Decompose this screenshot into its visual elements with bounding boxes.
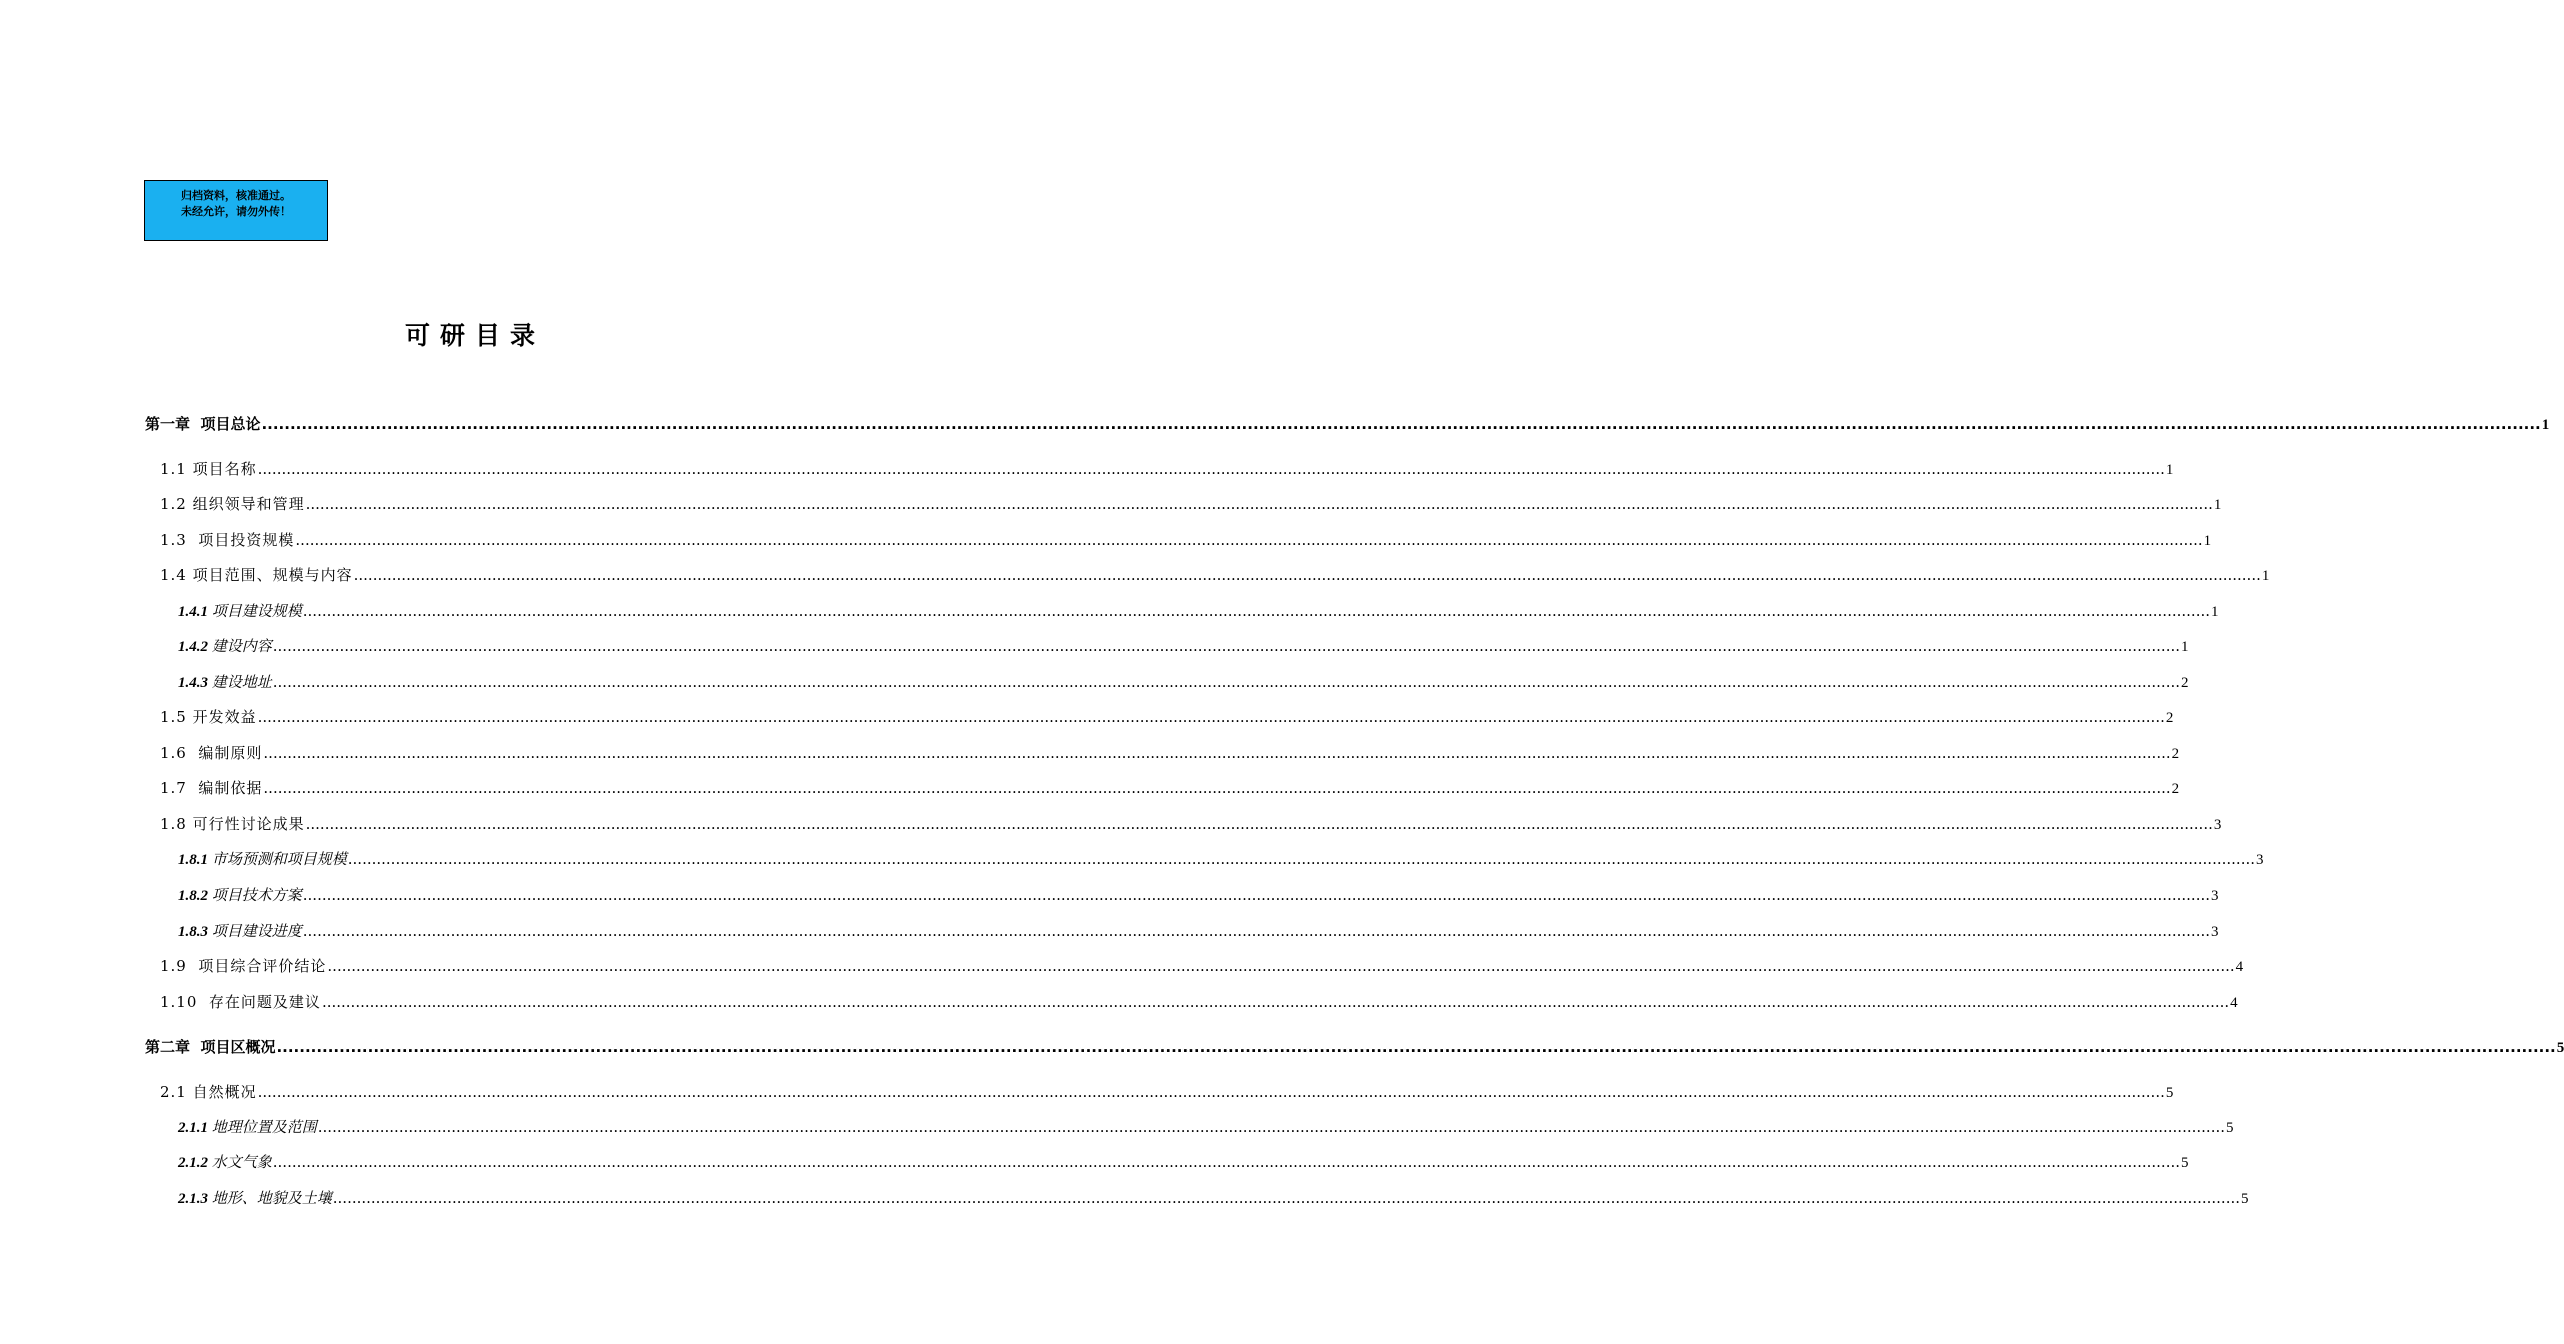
toc-page-number: 3 — [2211, 888, 2219, 904]
toc-leader-dots: ................................................................................................................................................................................................................................................................................................................................................................................................................ — [327, 957, 2235, 975]
toc-entry-title: 地理位置及范围 — [208, 1120, 317, 1136]
toc-leader-dots: ................................................................................................................................................................................................................................................................................................................................................................................................................ — [272, 673, 2180, 691]
toc-entry[interactable] — [160, 564, 2270, 586]
toc-entry[interactable] — [160, 458, 2174, 480]
toc-page-number: 2 — [2171, 746, 2180, 762]
toc-leader-dots: ................................................................................................................................................................................................................................................................................................................................................................................................................ — [302, 922, 2210, 940]
toc-leader-dots: ................................................................................................................................................................................................................................................................................................................................................................................................................ — [317, 1118, 2225, 1136]
toc-leader-dots: ................................................................................................................................................................................................................................................................................................................................................................................................................ — [305, 495, 2213, 513]
toc-entry-label — [178, 672, 272, 694]
toc-entry[interactable] — [145, 413, 2550, 435]
toc-leader-dots: ................................................................................................................................................................................................................................................................................................................................................................................................................ — [257, 460, 2165, 478]
toc-entry-number: 2.1.2 — [178, 1155, 208, 1171]
toc-entry[interactable] — [160, 742, 2180, 764]
toc-leader-dots: ................................................................................................................................................................................................................................................................................................................................................................................................................ — [272, 637, 2180, 655]
toc-leader-dots: ................................................................................................................................................................................................................................................................................................................................................................................................................ — [257, 708, 2165, 726]
toc-page-number: 2 — [2181, 675, 2189, 691]
toc-entry[interactable] — [160, 1081, 2174, 1103]
toc-entry-label: 1.9 项目综合评价结论 — [160, 957, 327, 975]
toc-entry-label — [178, 601, 302, 623]
toc-leader-dots: ................................................................................................................................................................................................................................................................................................................................................................................................................ — [276, 1038, 2556, 1056]
toc-entry-title: 项目建设进度 — [208, 924, 302, 940]
toc-page-number: 3 — [2211, 924, 2219, 940]
toc-entry-label — [178, 1152, 272, 1174]
toc-leader-dots: ................................................................................................................................................................................................................................................................................................................................................................................................................ — [261, 415, 2541, 433]
toc-entry-label — [178, 849, 347, 871]
toc-page-number: 5 — [2556, 1040, 2564, 1056]
toc-page-number: 5 — [2226, 1120, 2234, 1136]
toc-entry-number: 1.8.2 — [178, 888, 208, 904]
stamp-line-1: 归档资料，核准通过。 — [181, 189, 291, 202]
toc-page-number: 4 — [2235, 959, 2244, 975]
toc-page-number: 5 — [2181, 1155, 2189, 1171]
toc-leader-dots: ................................................................................................................................................................................................................................................................................................................................................................................................................ — [353, 566, 2261, 584]
toc-entry-label: 1.8 可行性讨论成果 — [160, 815, 305, 833]
toc-page-number: 4 — [2230, 995, 2238, 1011]
toc-entry-label: 1.2 组织领导和管理 — [160, 495, 305, 513]
toc-entry-label: 1.5 开发效益 — [160, 708, 257, 726]
toc-leader-dots: ................................................................................................................................................................................................................................................................................................................................................................................................................ — [347, 850, 2255, 868]
toc-page-number: 3 — [2256, 852, 2264, 868]
toc-entry-number: 1.8.1 — [178, 852, 208, 868]
toc-leader-dots: ................................................................................................................................................................................................................................................................................................................................................................................................................ — [295, 531, 2203, 549]
toc-entry-title: 建设地址 — [208, 675, 272, 691]
toc-leader-dots: ................................................................................................................................................................................................................................................................................................................................................................................................................ — [263, 779, 2171, 797]
toc-page-number: 2 — [2165, 710, 2174, 726]
toc-entry[interactable] — [178, 671, 2189, 693]
toc-entry-title: 地形、地貌及土壤 — [208, 1191, 332, 1207]
toc-entry[interactable] — [160, 813, 2222, 835]
toc-entry-label — [178, 636, 272, 658]
toc-entry[interactable] — [160, 777, 2180, 799]
toc-page-number: 1 — [2213, 497, 2222, 513]
toc-entry[interactable] — [178, 1151, 2189, 1173]
toc-entry-label: 1.10 存在问题及建议 — [160, 993, 321, 1011]
toc-page-number: 1 — [2165, 462, 2174, 478]
toc-leader-dots: ................................................................................................................................................................................................................................................................................................................................................................................................................ — [302, 602, 2210, 620]
toc-entry-title: 建设内容 — [208, 639, 272, 655]
toc-entry-label: 1.7 编制依据 — [160, 779, 263, 797]
toc-entry[interactable] — [178, 600, 2219, 622]
toc-entry-label: 第一章 项目总论 — [145, 415, 261, 433]
toc-leader-dots: ................................................................................................................................................................................................................................................................................................................................................................................................................ — [321, 993, 2230, 1011]
stamp-line-2: 未经允许，请勿外传！ — [181, 205, 291, 218]
toc-leader-dots: ................................................................................................................................................................................................................................................................................................................................................................................................................ — [305, 815, 2213, 833]
toc-entry-label: 2.1 自然概况 — [160, 1083, 257, 1101]
toc-leader-dots: ................................................................................................................................................................................................................................................................................................................................................................................................................ — [332, 1189, 2240, 1207]
toc-entry-label — [178, 885, 302, 907]
toc-leader-dots: ................................................................................................................................................................................................................................................................................................................................................................................................................ — [302, 886, 2210, 904]
archive-stamp — [144, 180, 328, 241]
toc-page-number: 2 — [2171, 781, 2180, 797]
toc-entry-label: 1.1 项目名称 — [160, 460, 257, 478]
toc-page-number: 1 — [2203, 533, 2212, 549]
toc-entry[interactable] — [178, 848, 2264, 870]
page-title: 可研目录 — [404, 321, 545, 350]
toc-page-number: 3 — [2213, 817, 2222, 833]
toc-entry-number: 2.1.1 — [178, 1120, 208, 1136]
toc-entry-label: 1.4 项目范围、规模与内容 — [160, 566, 353, 584]
toc-entry[interactable] — [145, 1036, 2564, 1058]
toc-entry-number: 1.4.3 — [178, 675, 208, 691]
toc-entry-label — [178, 1117, 317, 1139]
toc-leader-dots: ................................................................................................................................................................................................................................................................................................................................................................................................................ — [263, 744, 2171, 762]
toc-entry-label: 1.6 编制原则 — [160, 744, 263, 762]
toc-page-number: 5 — [2165, 1085, 2174, 1101]
toc-entry[interactable] — [160, 529, 2212, 551]
toc-entry[interactable] — [178, 635, 2189, 657]
toc-page-number: 1 — [2261, 568, 2270, 584]
toc-entry-label — [178, 1188, 332, 1210]
toc-page-number: 1 — [2541, 417, 2550, 433]
toc-entry-number: 2.1.3 — [178, 1191, 208, 1207]
toc-entry[interactable] — [178, 884, 2219, 906]
toc-entry-label: 第二章 项目区概况 — [145, 1038, 276, 1056]
toc-entry-number: 1.4.1 — [178, 604, 208, 620]
toc-entry[interactable] — [160, 493, 2222, 515]
toc-entry[interactable] — [160, 706, 2174, 728]
toc-entry[interactable] — [178, 1187, 2249, 1209]
toc-entry-title: 市场预测和项目规模 — [208, 852, 347, 868]
toc-leader-dots: ................................................................................................................................................................................................................................................................................................................................................................................................................ — [257, 1083, 2165, 1101]
toc-entry[interactable] — [160, 991, 2238, 1013]
toc-entry-title: 项目技术方案 — [208, 888, 302, 904]
toc-entry-title: 项目建设规模 — [208, 604, 302, 620]
toc-entry-title: 水文气象 — [208, 1155, 272, 1171]
toc-entry-number: 1.8.3 — [178, 924, 208, 940]
toc-entry[interactable] — [178, 920, 2219, 942]
toc-entry[interactable] — [160, 955, 2244, 977]
toc-entry-label: 1.3 项目投资规模 — [160, 531, 295, 549]
toc-leader-dots: ................................................................................................................................................................................................................................................................................................................................................................................................................ — [272, 1153, 2180, 1171]
toc-page-number: 1 — [2211, 604, 2219, 620]
toc-entry-label — [178, 921, 302, 943]
toc-entry-number: 1.4.2 — [178, 639, 208, 655]
toc-entry[interactable] — [178, 1116, 2234, 1138]
toc-page-number: 5 — [2241, 1191, 2249, 1207]
toc-page-number: 1 — [2181, 639, 2189, 655]
